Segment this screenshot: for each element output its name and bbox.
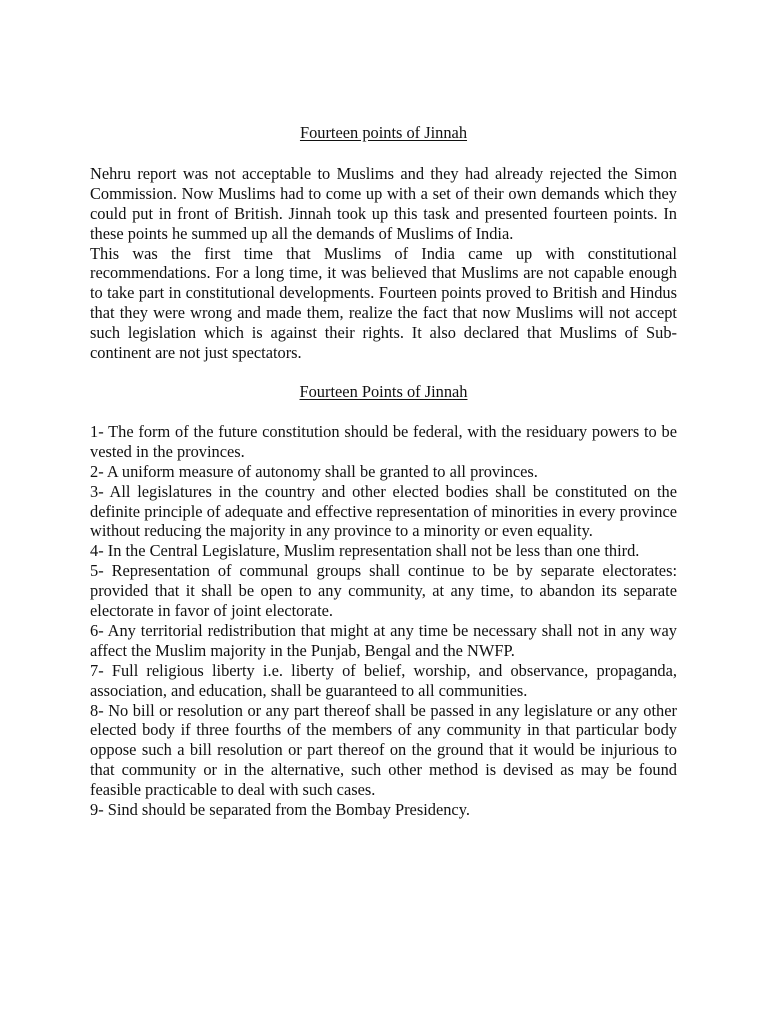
points-subheading: Fourteen Points of Jinnah xyxy=(299,381,468,401)
point-item: 5- Representation of communal groups shall continue to be by separate electorates: provided that it shall be open to any community, at any time, to abandon its separate electorate in favor of joint electorate. xyxy=(90,561,677,621)
document-page xyxy=(90,123,677,820)
point-item: 1- The form of the future constitution should be federal, with the residuary powers to be vested in the provinces. xyxy=(90,421,677,461)
document-title: Fourteen points of Jinnah xyxy=(299,123,468,142)
point-item: 3- All legislatures in the country and other elected bodies shall be constituted on the definite principle of adequate and effective representation of minorities in every province without reducing the majority in any province to a minority or even equality. xyxy=(90,481,677,541)
point-item: 2- A uniform measure of autonomy shall be granted to all provinces. xyxy=(90,461,538,481)
point-item: 6- Any territorial redistribution that might at any time be necessary shall not in any way affect the Muslim majority in the Punjab, Bengal and the NWFP. xyxy=(90,620,677,660)
intro-paragraph: Nehru report was not acceptable to Muslims and they had already rejected the Simon Commission. Now Muslims had to come up with a set of their own demands which they could put in front of British. Jinnah took up this task and presented fourteen points. In these points he summed up all the demands of Muslims of India. xyxy=(90,163,677,243)
point-item: 7- Full religious liberty i.e. liberty of belief, worship, and observance, propaganda, association, and education, shall be guaranteed to all communities. xyxy=(90,660,677,700)
intro-paragraph: This was the first time that Muslims of India came up with constitutional recommendations. For a long time, it was believed that Muslims are not capable enough to take part in constitutional developments. Fourteen points proved to British and Hindus that they were wrong and made them, realize the fact that now Muslims will not accept such legislation which is against their rights. It also declared that Muslims of Sub-continent are not just spectators. xyxy=(90,243,677,363)
point-item: 4- In the Central Legislature, Muslim representation shall not be less than one third. xyxy=(90,541,640,561)
point-item: 8- No bill or resolution or any part thereof shall be passed in any legislature or any other elected body if three fourths of the members of any community in that particular body oppose such a bill resolution or part thereof on the ground that it would be injurious to that community or in the alternative, such other method is devised as may be found feasible practicable to deal with such cases. xyxy=(90,700,677,800)
points-list xyxy=(90,422,677,820)
point-item: 9- Sind should be separated from the Bombay Presidency. xyxy=(90,800,470,820)
